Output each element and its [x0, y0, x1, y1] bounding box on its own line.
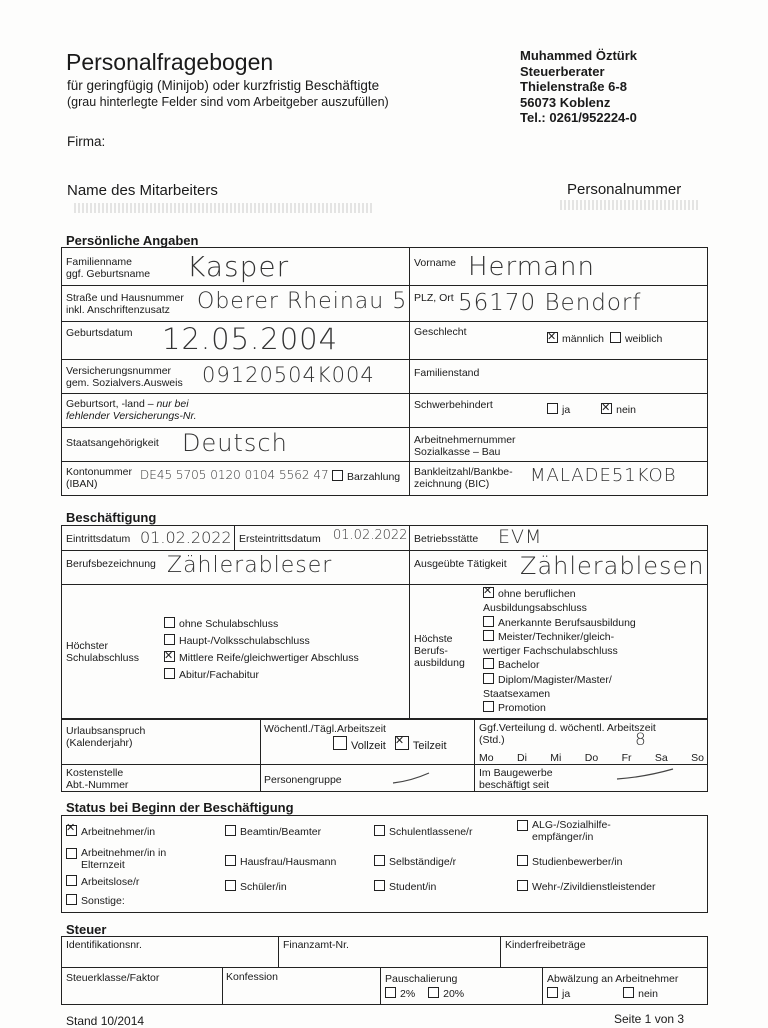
weiblich-checkbox[interactable]: [610, 332, 621, 343]
iban-cell[interactable]: [62, 462, 410, 496]
status-checkbox[interactable]: [374, 855, 385, 866]
iban-value: DE45 5705 0120 0104 5562 47: [140, 468, 329, 482]
finanzamt-label: Finanzamt-Nr.: [283, 939, 349, 951]
berufsausbildung-cell: [410, 585, 708, 719]
ausbildung-option: [483, 658, 636, 672]
barzahlung-option: [332, 469, 400, 486]
section-personal: Persönliche Angaben: [66, 233, 199, 248]
idnr-cell[interactable]: [62, 937, 279, 968]
pauschalierung-cell: [381, 968, 543, 1005]
status-checkbox[interactable]: [517, 855, 528, 866]
konfession-cell[interactable]: [223, 968, 381, 1005]
berufsausbildung-options: [483, 587, 636, 716]
personal-table: [61, 247, 708, 496]
section-employment: Beschäftigung: [66, 510, 157, 525]
arbeitszeit-cell: [261, 720, 475, 765]
bic-value: MALADE51KOB: [530, 465, 677, 486]
bic-cell[interactable]: [410, 462, 708, 496]
schwerbehindert-options: [547, 402, 636, 419]
staatsangehoerigkeit-cell[interactable]: [62, 428, 410, 462]
baugewerbe-label: Im Baugewerbe beschäftigt seit: [479, 767, 553, 791]
schule-checkbox[interactable]: [164, 617, 175, 628]
taetigkeit-value: Zählerablesen: [520, 552, 705, 580]
footer-stand: Stand 10/2014: [66, 1014, 145, 1028]
status-option: [225, 825, 336, 855]
status-option: [517, 855, 656, 880]
section-tax: Steuer: [66, 922, 107, 937]
ersteintrittsdatum-value: 01.02.2022: [333, 528, 408, 543]
schule-option-label: ohne Schulabschluss: [179, 618, 279, 630]
finanzamt-cell[interactable]: [279, 937, 501, 968]
urlaub-label: Urlaubsanspruch (Kalenderjahr): [66, 725, 146, 749]
betriebsstaette-label: Betriebsstätte: [414, 533, 479, 545]
status-option: [66, 825, 166, 847]
plz-ort-cell[interactable]: [410, 286, 708, 322]
weekday-label: Do: [584, 752, 599, 764]
employment-table-top: [61, 525, 708, 719]
status-checkbox[interactable]: [374, 880, 385, 891]
betriebsstaette-value: EVM: [498, 526, 543, 548]
kinderfreibetraege-label: Kinderfreibeträge: [505, 939, 586, 951]
schule-checkbox[interactable]: [164, 651, 175, 662]
staatsangehoerigkeit-value: Deutsch: [182, 429, 288, 457]
ausbildung-option-label: Diplom/Magister/Master/ Staatsexamen: [483, 673, 612, 701]
abwaelzung-ja-label: ja: [562, 988, 571, 1000]
ausbildung-option-label: Promotion: [498, 702, 546, 715]
schwerbehindert-cell: [410, 394, 708, 428]
status-option: [374, 825, 472, 855]
strike-mark: [391, 771, 431, 785]
status-option-label: Wehr-/Zivildienstleistender: [532, 881, 656, 893]
strasse-cell[interactable]: [62, 286, 410, 322]
plz-value: 56170 Bendorf: [458, 290, 642, 316]
status-option-label: Selbständige/r: [389, 856, 457, 868]
status-box: [61, 815, 708, 913]
schule-option: [164, 650, 359, 667]
section-status: Status bei Beginn der Beschäftigung: [66, 800, 294, 815]
abwaelzung-label: Abwälzung an Arbeitnehmer: [547, 973, 679, 985]
arbeitszeit-label: Wöchentl./Tägl.Arbeitszeit: [264, 723, 386, 735]
maennlich-checkbox[interactable]: [547, 332, 558, 343]
berufsausbildung-label: Höchste Berufs- ausbildung: [414, 633, 465, 669]
status-option-label: Schulentlassene/r: [389, 826, 473, 838]
svnr-label: Versicherungsnummer gem. Sozialvers.Ausweis: [66, 365, 183, 389]
status-option-label: Sonstige:: [81, 895, 125, 907]
schulabschluss-options: [164, 616, 359, 684]
steuerklasse-cell[interactable]: [62, 968, 223, 1005]
schule-checkbox[interactable]: [164, 634, 175, 645]
barzahlung-checkbox[interactable]: [332, 470, 343, 481]
familienstand-label: Familienstand: [414, 367, 480, 379]
schule-option: [164, 633, 359, 650]
betriebsstaette-cell[interactable]: [410, 526, 708, 551]
form-title: Personalfragebogen: [66, 49, 274, 75]
geschlecht-label: Geschlecht: [414, 326, 467, 338]
schwerbehindert-nein-label: nein: [616, 404, 636, 416]
ausbildung-option-label: ohne beruflichen Ausbildungsabschluss: [483, 588, 587, 615]
vorname-cell[interactable]: [410, 248, 708, 286]
status-option: [66, 894, 166, 907]
status-option: [374, 855, 472, 880]
status-option-label: Hausfrau/Hausmann: [240, 856, 337, 868]
weekday-row: [479, 752, 704, 764]
status-option-label: ALG-/Sozialhilfe- empfänger/in: [532, 819, 611, 843]
schulabschluss-label: Höchster Schulabschluss: [66, 640, 139, 664]
ausbildung-option-label: Anerkannte Berufsausbildung: [498, 616, 636, 629]
pauschal-20-checkbox[interactable]: [428, 987, 439, 998]
ersteintrittsdatum-label: Ersteintrittsdatum: [239, 533, 321, 545]
status-col-3: [374, 825, 472, 893]
idnr-label: Identifikationsnr.: [66, 939, 142, 951]
ausbildung-checkbox[interactable]: [483, 587, 494, 598]
personengruppe-label: Personengruppe: [264, 774, 342, 786]
pauschalierung-label: Pauschalierung: [385, 973, 458, 985]
weekday-label: So: [691, 752, 704, 764]
staatsangehoerigkeit-label: Staatsangehörigkeit: [66, 437, 159, 449]
plz-label: PLZ, Ort: [414, 292, 454, 304]
ausbildung-option: [483, 701, 636, 715]
personnel-number-label: Personalnummer: [567, 181, 682, 198]
status-checkbox[interactable]: [517, 880, 528, 891]
status-checkbox[interactable]: [225, 855, 236, 866]
geburtsort-note: nur bei fehlender Versicherungs-Nr.: [66, 398, 197, 422]
status-checkbox[interactable]: [66, 848, 77, 859]
status-option: [374, 880, 472, 893]
vollzeit-checkbox[interactable]: [333, 736, 347, 750]
status-checkbox[interactable]: [374, 825, 385, 836]
status-option-label: Arbeitnehmer/in in Elternzeit: [81, 847, 167, 871]
ausbildung-option-label: Bachelor: [498, 659, 540, 672]
personengruppe-cell[interactable]: [261, 765, 475, 792]
schulabschluss-cell: [62, 585, 410, 719]
address-line: Steuerberater: [520, 63, 605, 79]
baugewerbe-cell[interactable]: [475, 765, 708, 792]
employment-table-bottom: [61, 719, 708, 792]
urlaub-cell[interactable]: [62, 720, 261, 765]
schule-option: [164, 616, 359, 633]
schule-option-label: Haupt-/Volksschulabschluss: [179, 635, 310, 647]
maennlich-label: männlich: [562, 333, 605, 345]
steuerklasse-label: Steuerklasse/Faktor: [66, 972, 160, 984]
barzahlung-label: Barzahlung: [347, 471, 401, 483]
schule-option-label: Mittlere Reife/gleichwertiger Abschluss: [179, 652, 359, 664]
familienname-label: Familienname ggf. Geburtsname: [66, 256, 151, 280]
pauschal-20-label: 20%: [443, 988, 465, 1000]
schwerbehindert-nein-checkbox[interactable]: [601, 403, 612, 414]
geburtsdatum-cell[interactable]: [62, 322, 410, 360]
strike-mark: [615, 767, 675, 781]
familienstand-cell[interactable]: [410, 360, 708, 394]
berufsbezeichnung-value: Zählerableser: [167, 553, 333, 578]
ausbildung-option: [483, 616, 636, 630]
schwerbehindert-ja-label: ja: [562, 404, 571, 416]
pauschal-2-checkbox[interactable]: [385, 987, 396, 998]
ausbildung-option: [483, 630, 636, 659]
redacted-name: [74, 203, 374, 213]
verteilung-label: Ggf.Verteilung d. wöchentl. Arbeitszeit (Std.): [479, 722, 656, 746]
konfession-label: Konfession: [226, 971, 278, 983]
abwaelzung-nein-checkbox[interactable]: [623, 987, 634, 998]
verteilung-cell[interactable]: [475, 720, 708, 765]
weekday-label: Sa: [654, 752, 668, 764]
tax-table-top: [61, 936, 708, 968]
status-option-label: Studienbewerber/in: [532, 856, 623, 868]
teilzeit-label: Teilzeit: [412, 740, 447, 752]
kostenstelle-label: Kostenstelle Abt.-Nummer: [66, 767, 129, 791]
iban-label: Kontonummer (IBAN): [66, 466, 132, 490]
eintrittsdatum-value: 01.02.2022: [140, 528, 232, 547]
ausbildung-checkbox[interactable]: [483, 658, 494, 669]
geschlecht-cell: [410, 322, 708, 360]
schule-option: [164, 667, 359, 684]
geburtsdatum-label: Geburtsdatum: [66, 327, 133, 339]
weekday-label: Mo: [479, 752, 494, 764]
familienname-value: Kasper: [187, 250, 290, 283]
schwerbehindert-ja-checkbox[interactable]: [547, 403, 558, 414]
employee-name-label: Name des Mitarbeiters: [67, 182, 218, 199]
status-option: [66, 875, 166, 894]
redacted-number: [560, 200, 700, 210]
arbeitnehmernummer-label: Arbeitnehmernummer Sozialkasse – Bau: [414, 434, 516, 458]
status-checkbox[interactable]: [517, 820, 528, 831]
status-option: [225, 880, 336, 893]
status-option-label: Arbeitnehmer/in: [81, 826, 156, 838]
kostenstelle-cell[interactable]: [62, 765, 261, 792]
status-col-1: [66, 825, 166, 907]
vorname-value: Hermann: [468, 252, 595, 282]
status-option-label: Student/in: [389, 881, 437, 893]
svnr-cell[interactable]: [62, 360, 410, 394]
abwaelzung-options: [547, 986, 658, 1003]
ausbildung-checkbox[interactable]: [483, 616, 494, 627]
advisor-address: [520, 48, 637, 126]
teilzeit-checkbox[interactable]: [395, 736, 409, 750]
vollzeit-label: Vollzeit: [351, 740, 386, 752]
status-checkbox[interactable]: [225, 825, 236, 836]
ausbildung-checkbox[interactable]: [483, 673, 494, 684]
svnr-value: 09120504K004: [202, 363, 375, 387]
berufsbezeichnung-label: Berufsbezeichnung: [66, 558, 156, 570]
strasse-value: Oberer Rheinau 5: [197, 289, 408, 314]
berufsbezeichnung-cell[interactable]: [62, 551, 410, 585]
address-line: Tel.: 0261/952224-0: [520, 110, 637, 125]
status-option-label: Arbeitslose/r: [81, 876, 140, 888]
pauschal-2-label: 2%: [400, 988, 416, 1000]
vorname-label: Vorname: [414, 257, 457, 269]
weekday-label: Fr: [621, 752, 632, 764]
ausbildung-option: [483, 673, 636, 702]
geburtsdatum-value: 12.05.2004: [162, 322, 339, 356]
address-line: Muhammed Öztürk: [520, 48, 638, 63]
form-note: (grau hinterlegte Felder sind vom Arbeitgeber auszufüllen): [67, 95, 389, 109]
tax-table-bottom: [61, 967, 708, 1005]
status-option-label: Beamtin/Beamter: [240, 826, 322, 838]
eintrittsdatum-label: Eintrittsdatum: [66, 533, 131, 545]
status-checkbox[interactable]: [66, 825, 77, 836]
footer-page: Seite 1 von 3: [614, 1012, 685, 1026]
schule-option-label: Abitur/Fachabitur: [179, 669, 259, 681]
arbeitnehmernummer-cell[interactable]: [410, 428, 708, 462]
abwaelzung-nein-label: nein: [638, 988, 658, 1000]
abwaelzung-ja-checkbox[interactable]: [547, 987, 558, 998]
weekday-label: Mi: [550, 752, 562, 764]
status-checkbox[interactable]: [225, 880, 236, 891]
ausbildung-checkbox[interactable]: [483, 701, 494, 712]
status-option-label: Schüler/in: [240, 881, 287, 893]
pauschalierung-options: [385, 986, 464, 1003]
status-option: [66, 847, 166, 875]
schwerbehindert-label: Schwerbehindert: [414, 399, 493, 411]
verteilung-value: 8: [635, 730, 647, 750]
arbeitszeit-options: [333, 736, 447, 755]
address-line: 56073 Koblenz: [520, 94, 611, 110]
form-subtitle: für geringfügig (Minijob) oder kurzfristig Beschäftigte: [67, 78, 380, 93]
status-option: [225, 855, 336, 880]
ausbildung-option: [483, 587, 636, 616]
taetigkeit-cell[interactable]: [410, 551, 708, 585]
status-checkbox[interactable]: [66, 894, 77, 905]
kinderfreibetraege-cell[interactable]: [501, 937, 708, 968]
firma-label: Firma:: [67, 134, 106, 149]
address-line: Thielenstraße 6-8: [520, 79, 627, 94]
weekday-label: Di: [516, 752, 527, 764]
ausbildung-checkbox[interactable]: [483, 630, 494, 641]
schule-checkbox[interactable]: [164, 668, 175, 679]
ersteintrittsdatum-cell[interactable]: [235, 526, 410, 551]
status-option: [517, 819, 656, 855]
bic-label: Bankleitzahl/Bankbe- zeichnung (BIC): [414, 466, 513, 490]
status-checkbox[interactable]: [66, 875, 77, 886]
familienname-cell[interactable]: [62, 248, 410, 286]
geburtsort-label: [66, 398, 226, 422]
eintrittsdatum-cell[interactable]: [62, 526, 235, 551]
taetigkeit-label: Ausgeübte Tätigkeit: [414, 558, 507, 570]
geburtsort-cell[interactable]: [62, 394, 410, 428]
strasse-label: Straße und Hausnummer inkl. Anschriftenzusatz: [66, 292, 184, 316]
geschlecht-options: [547, 331, 662, 348]
weiblich-label: weiblich: [624, 333, 663, 345]
status-col-4: [517, 819, 656, 893]
abwaelzung-cell: [543, 968, 708, 1005]
geburtsort-label-text: Geburtsort, -land –: [66, 398, 154, 410]
status-option: [517, 880, 656, 893]
status-col-2: [225, 825, 336, 893]
ausbildung-option-label: Meister/Techniker/gleich- wertiger Fachschulabschluss: [483, 630, 618, 658]
